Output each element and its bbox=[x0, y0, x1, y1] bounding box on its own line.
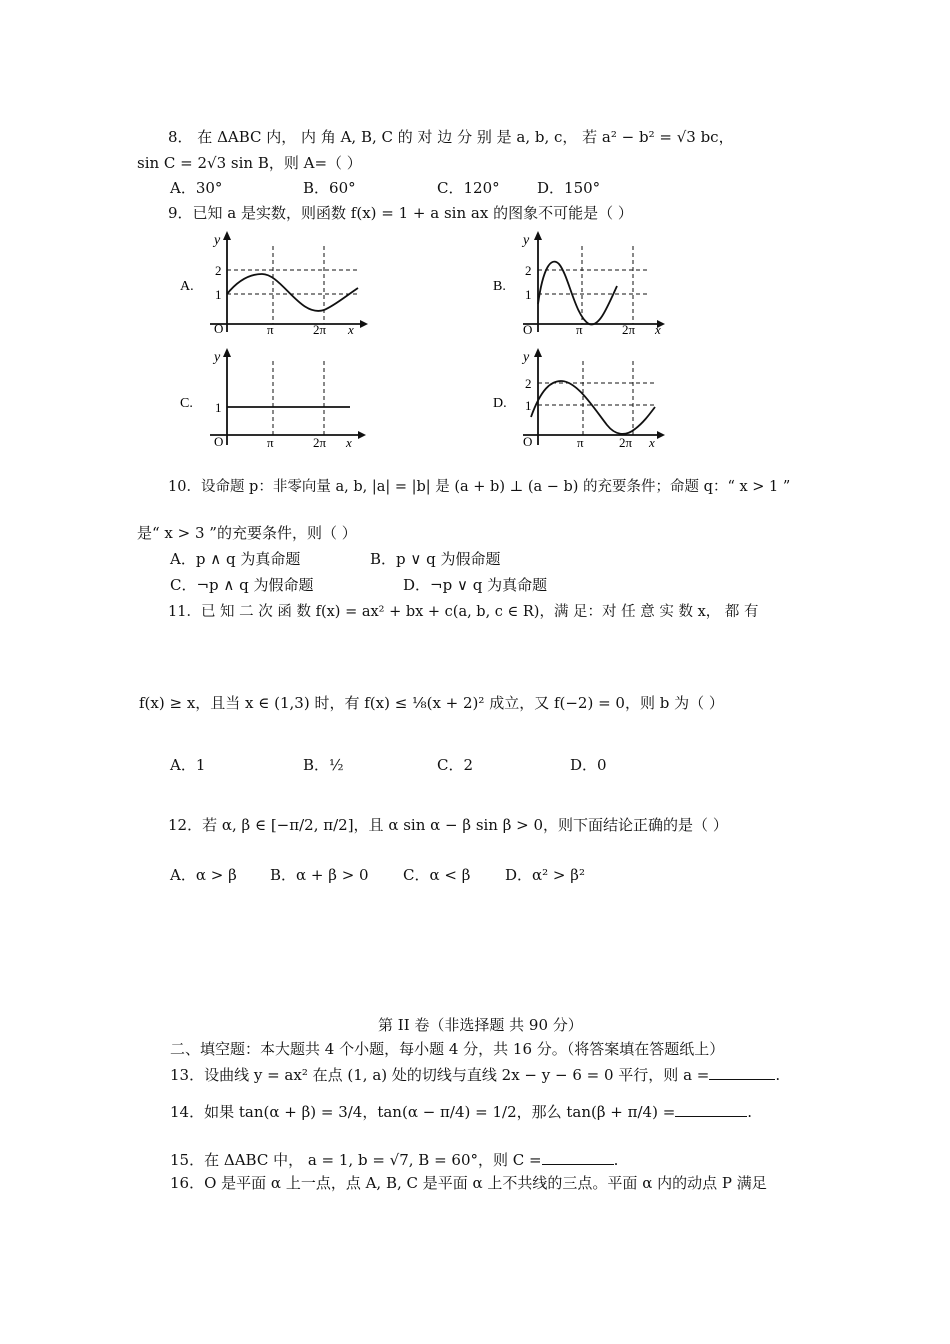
graph-c-y: y bbox=[214, 350, 221, 365]
q11-option-a: A．1 bbox=[170, 756, 206, 774]
q13-answer-blank[interactable] bbox=[709, 1065, 775, 1080]
q13-end: . bbox=[775, 1066, 781, 1084]
q8-option-d: D．150° bbox=[537, 179, 601, 197]
graph-b-origin: O bbox=[523, 322, 533, 336]
q14-text: 14．如果 tan(α + β) = 3/4，tan(α − π/4) = 1/2，那么 tan(β + π/4) = bbox=[170, 1103, 676, 1121]
graph-c-label: C. bbox=[180, 396, 193, 411]
section-heading: 二、填空题：本大题共 4 个小题，每小题 4 分，共 16 分。（将答案填在答题纸上） bbox=[170, 1040, 725, 1058]
q10-option-d: D．¬p ∨ q 为真命题 bbox=[403, 576, 548, 594]
graph-a-origin: O bbox=[214, 321, 224, 336]
q15-text: 15．在 ΔABC 中， a = 1, b = √7, B = 60°，则 C = bbox=[170, 1151, 542, 1169]
graph-d-y: y bbox=[523, 350, 530, 365]
q10-option-c: C．¬p ∧ q 为假命题 bbox=[170, 576, 314, 594]
q11-option-d: D．0 bbox=[570, 756, 607, 774]
q11-line2: f(x) ≥ x，且当 x ∈ (1,3) 时，有 f(x) ≤ ⅛(x + 2)² 成立，又 f(−2) = 0，则 b 为（ ） bbox=[139, 694, 724, 712]
q13-text: 13．设曲线 y = ax² 在点 (1, a) 处的切线与直线 2x − y − 6 = 0 平行，则 a = bbox=[170, 1066, 710, 1084]
graph-c-ytick-1: 1 bbox=[215, 400, 222, 415]
graph-b-label: B. bbox=[493, 279, 506, 294]
graph-c-pi: π bbox=[267, 435, 274, 450]
graph-d-ytick-2: 2 bbox=[525, 376, 532, 391]
q12-option-d: D．α² > β² bbox=[505, 866, 585, 884]
q11-line1: 11．已 知 二 次 函 数 f(x) = ax² + bx + c(a, b, c ∈ R)，满 足：对 任 意 实 数 x， 都 有 bbox=[168, 604, 759, 620]
graph-d-x: x bbox=[649, 435, 655, 450]
q10-line2: 是“ x > 3 ”的充要条件，则（ ） bbox=[137, 524, 357, 542]
q10-option-a: A．p ∧ q 为真命题 bbox=[170, 550, 301, 568]
graph-b-y: y bbox=[523, 233, 530, 248]
q13 bbox=[170, 1065, 780, 1084]
graph-a-y: y bbox=[214, 233, 221, 248]
graph-c-origin: O bbox=[214, 434, 224, 449]
q12-option-b: B．α + β > 0 bbox=[270, 866, 369, 884]
graph-b-pi: π bbox=[576, 322, 583, 336]
graph-c-2pi: 2π bbox=[313, 435, 327, 450]
graph-a-pi: π bbox=[267, 322, 274, 336]
graph-d-2pi: 2π bbox=[619, 435, 633, 450]
graph-a-label: A. bbox=[180, 279, 194, 294]
q9-graph-b bbox=[485, 228, 685, 336]
q10-line1: 10．设命题 p：非零向量 a, b, |a| = |b| 是 (a + b) ⊥ (a − b) 的充要条件；命题 q：“ x > 1 ” bbox=[168, 479, 791, 495]
q15 bbox=[170, 1150, 618, 1169]
q16: 16．O 是平面 α 上一点，点 A, B, C 是平面 α 上不共线的三点。平面 α 内的动点 P 满足 bbox=[170, 1174, 767, 1192]
graph-b-x: x bbox=[655, 322, 661, 336]
q14-answer-blank[interactable] bbox=[675, 1102, 747, 1117]
graph-b-2pi: 2π bbox=[622, 322, 636, 336]
q11-option-c: C．2 bbox=[437, 756, 474, 774]
q9-graph-a bbox=[170, 228, 370, 336]
q15-end: . bbox=[613, 1151, 619, 1169]
q12-stem: 12．若 α, β ∈ [−π/2, π/2]，且 α sin α − β sin β > 0，则下面结论正确的是（ ） bbox=[168, 816, 728, 834]
q12-option-c: C．α < β bbox=[403, 866, 471, 884]
graph-a-ytick-1: 1 bbox=[215, 287, 222, 302]
graph-a-x: x bbox=[348, 322, 354, 336]
q8-option-c: C．120° bbox=[437, 179, 500, 197]
graph-d-label: D. bbox=[493, 396, 507, 411]
part2-heading: 第 II 卷（非选择题 共 90 分） bbox=[378, 1016, 583, 1034]
q9-graph-c bbox=[170, 345, 370, 453]
q12-option-a: A．α > β bbox=[170, 866, 237, 884]
graph-d-pi: π bbox=[577, 435, 584, 450]
q9-graph-d bbox=[485, 345, 685, 453]
graph-d-ytick-1: 1 bbox=[525, 398, 532, 413]
q11-option-b: B．½ bbox=[303, 756, 344, 774]
q8-option-b: B．60° bbox=[303, 179, 356, 197]
q8-line1: 8． 在 ΔABC 内， 内 角 A, B, C 的 对 边 分 别 是 a, b, c， 若 a² − b² = √3 bc， bbox=[168, 128, 734, 146]
q14 bbox=[170, 1102, 752, 1121]
q9-stem: 9．已知 a 是实数，则函数 f(x) = 1 + a sin ax 的图象不可能是（ ） bbox=[168, 204, 633, 222]
graph-d-origin: O bbox=[523, 434, 533, 449]
q8-option-a: A．30° bbox=[170, 179, 223, 197]
q10-option-b: B．p ∨ q 为假命题 bbox=[370, 550, 501, 568]
graph-c-x: x bbox=[346, 435, 352, 450]
q15-answer-blank[interactable] bbox=[542, 1150, 614, 1165]
graph-a-ytick-2: 2 bbox=[215, 263, 222, 278]
graph-b-ytick-1: 1 bbox=[525, 287, 532, 302]
graph-a-2pi: 2π bbox=[313, 322, 327, 336]
q14-end: . bbox=[747, 1103, 753, 1121]
q8-line2: sin C = 2√3 sin B，则 A=（ ） bbox=[137, 154, 362, 172]
graph-b-ytick-2: 2 bbox=[525, 263, 532, 278]
